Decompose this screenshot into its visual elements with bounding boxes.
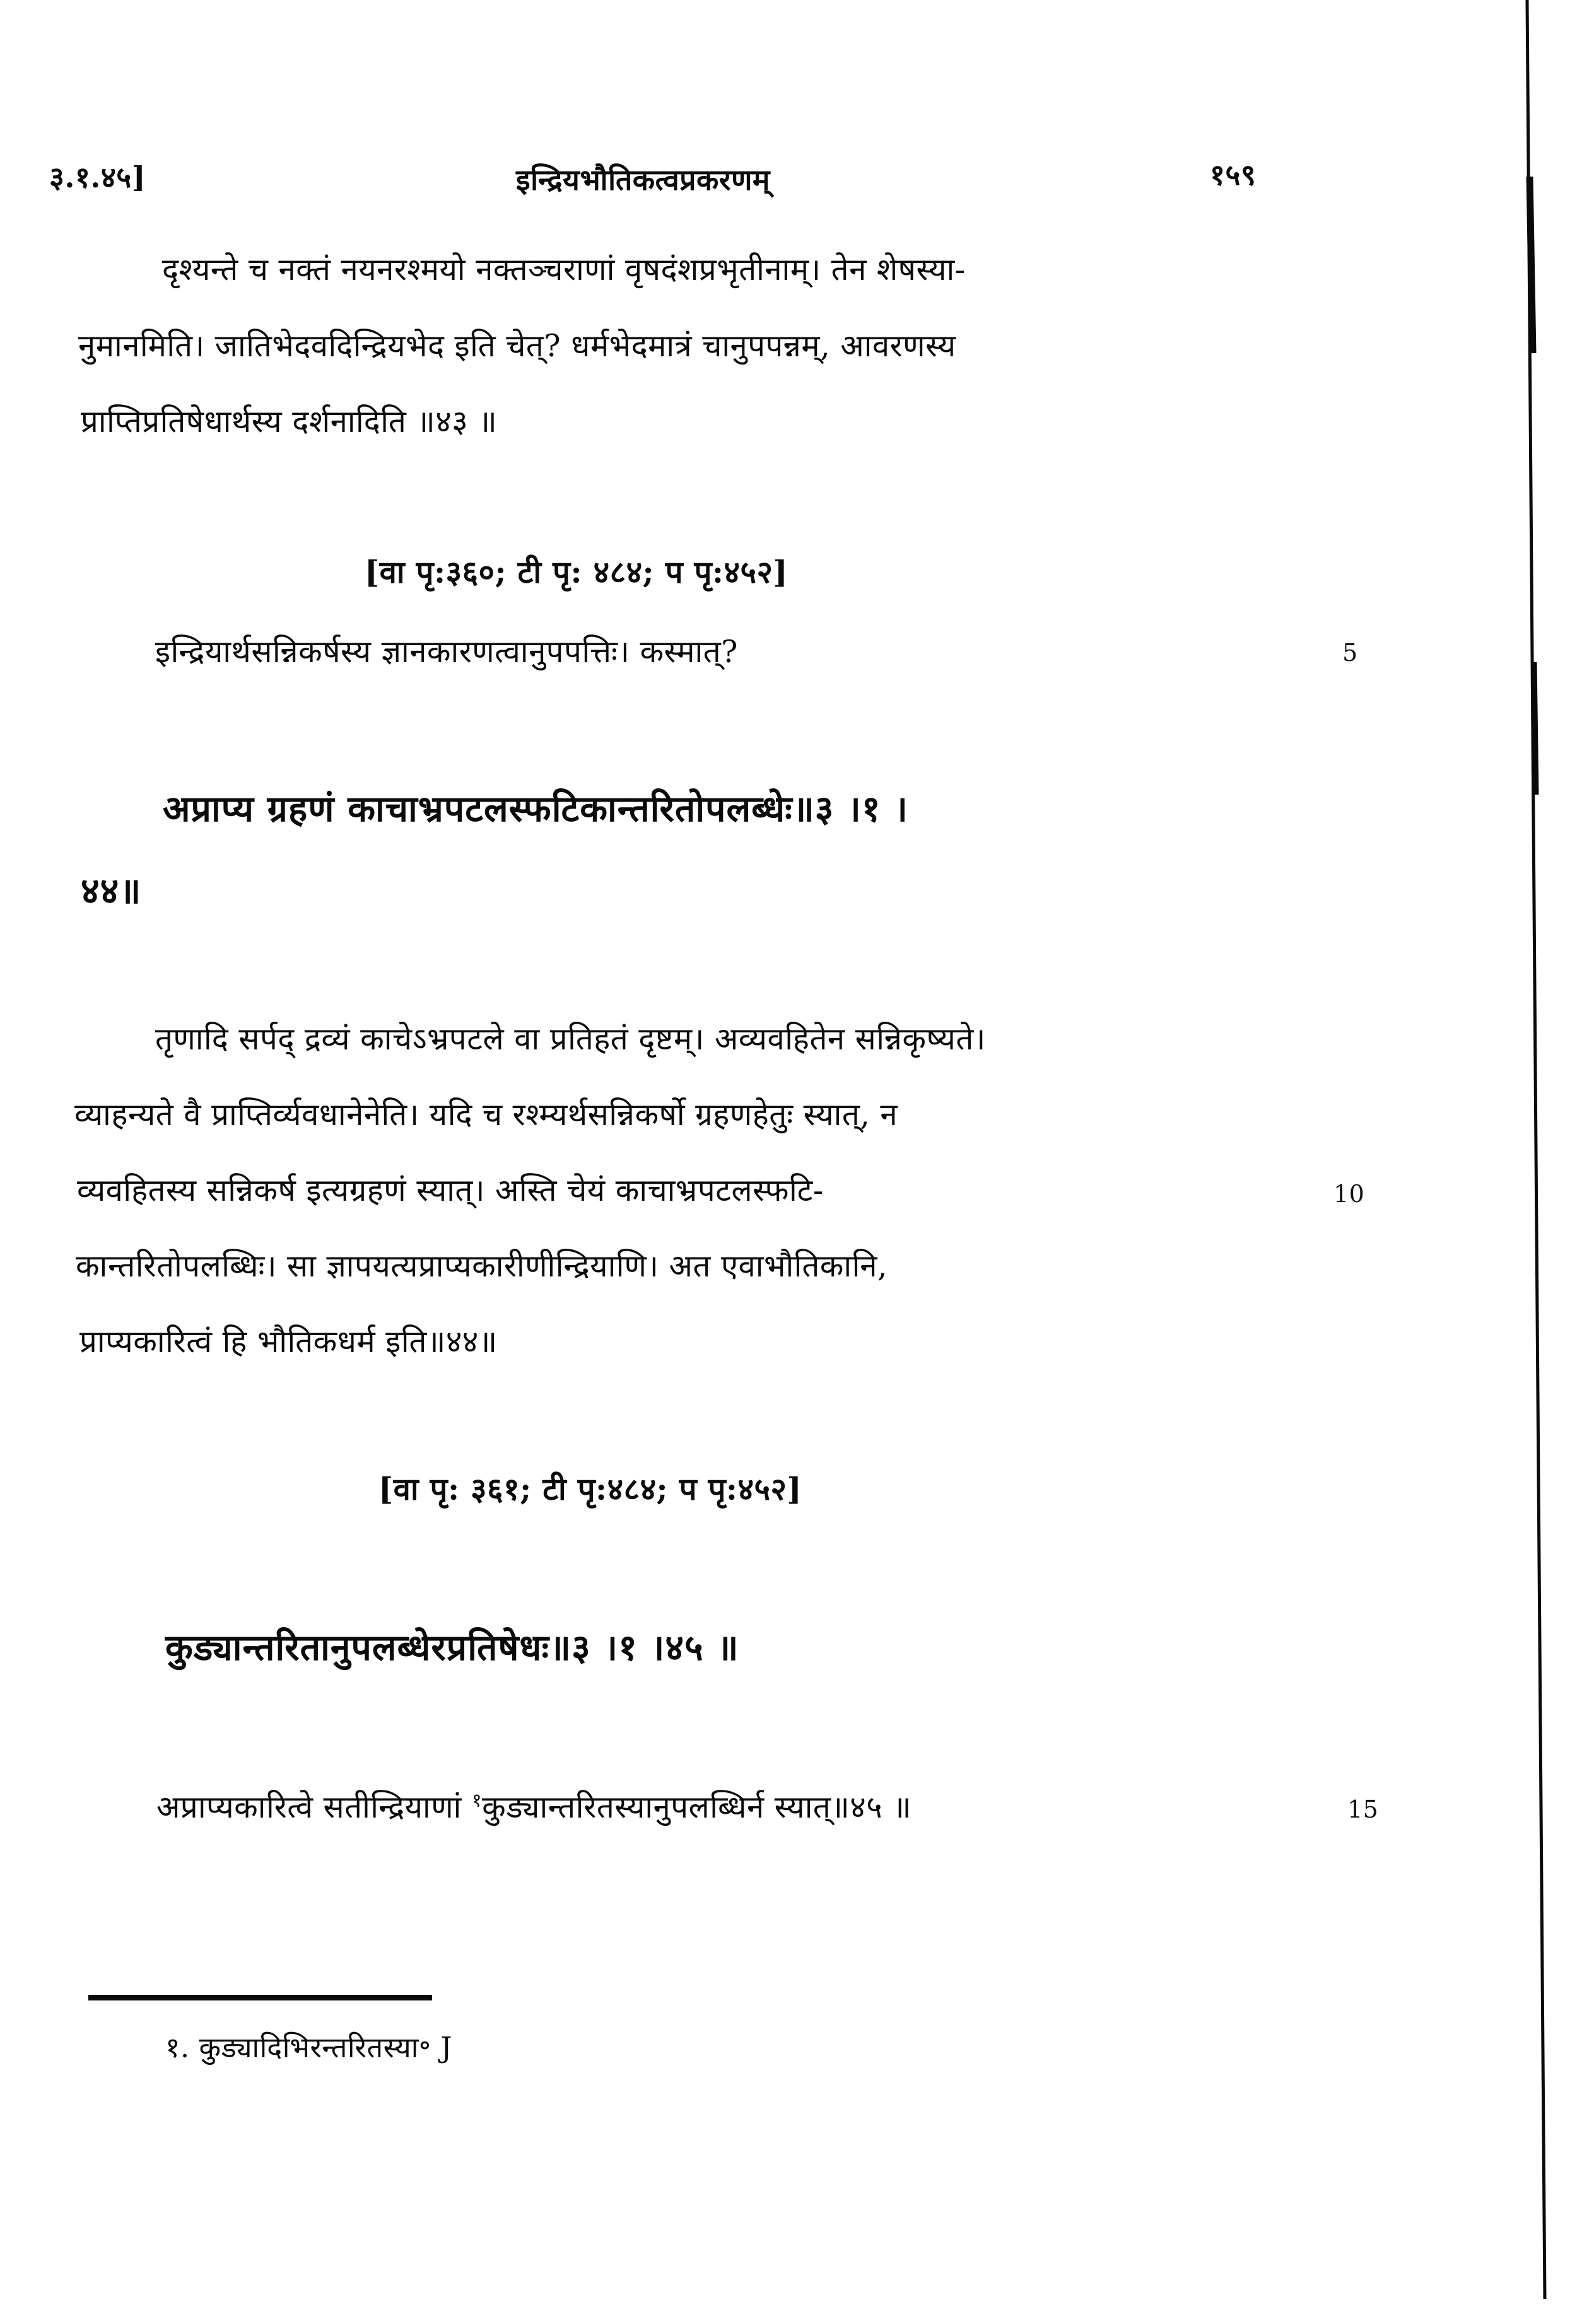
reference-line: [वा पृ: ३६१; टी पृ:४८४; प पृ:४५२] (378, 1471, 802, 1507)
footnote-text: १. कुड्यादिभिरन्तरितस्या॰ J (165, 2031, 452, 2064)
paragraph-line: तृणादि सर्पद् द्रव्यं काचेऽभ्रपटले वा प्रतिहतं दृष्टम्। अव्यवहितेन सन्निकृष्यते। (155, 1021, 986, 1057)
header-page-number: १५९ (1210, 158, 1257, 192)
bhashya-45-post: कुड्यान्तरितस्यानुपलब्धिर्न स्यात्॥४५ ॥ (482, 1789, 912, 1825)
header-title: इन्द्रियभौतिकत्वप्रकरणम् (516, 163, 770, 197)
bhashya-45-line (156, 1785, 911, 1830)
paragraph-line: व्याहन्यते वै प्राप्तिर्व्यवधानेनेति। यदि च रश्म्यर्थसन्निकर्षो ग्रहणहेतुः स्यात्, न (74, 1097, 898, 1133)
margin-line-number-10: 10 (1333, 1180, 1365, 1208)
margin-line-number-5: 5 (1342, 639, 1358, 667)
header-section-number: ३.१.४५] (49, 160, 146, 194)
margin-line-number-15: 15 (1347, 1796, 1379, 1823)
vartika-line: इन्द्रियार्थसन्निकर्षस्य ज्ञानकारणत्वानुपपत्तिः। कस्मात्? (155, 634, 738, 670)
sutra-45-line: कुड्यान्तरितानुपलब्धेरप्रतिषेधः॥३ ।१ ।४५ ॥ (165, 1626, 739, 1669)
paragraph-line: दृश्यन्ते च नक्तं नयनरश्मयो नक्तञ्चराणां वृषदंशप्रभृतीनाम्। तेन शेषस्या- (162, 252, 966, 288)
paragraph-line: व्यवहितस्य सन्निकर्ष इत्यग्रहणं स्यात्। अस्ति चेयं काचाभ्रपटलस्फटि- (77, 1172, 824, 1208)
footnote-marker: १ (471, 1789, 483, 1812)
paragraph-line: नुमानमिति। जातिभेदवदिन्द्रियभेद इति चेत्? धर्मभेदमात्रं चानुपपन्नम्, आवरणस्य (78, 328, 956, 364)
reference-line: [वा पृ:३६०; टी पृ: ४८४; प पृ:४५२] (365, 554, 788, 590)
paragraph-line: कान्तरितोपलब्धिः। सा ज्ञापयत्यप्राप्यकारीणीन्द्रियाणि। अत एवाभौतिकानि, (76, 1248, 888, 1284)
footnote-separator-rule (88, 1995, 432, 2000)
paragraph-line: प्राप्यकारित्वं हि भौतिकधर्म इति॥४४॥ (79, 1324, 498, 1360)
sutra-44-line-1: अप्राप्य ग्रहणं काचाभ्रपटलस्फटिकान्तरितोपलब्धेः॥३ ।१ । (163, 788, 908, 830)
paragraph-line: प्राप्तिप्रतिषेधार्थस्य दर्शनादिति ॥४३ ॥ (81, 404, 498, 440)
bhashya-45-pre: अप्राप्यकारित्वे सतीन्द्रियाणां (156, 1789, 472, 1825)
sutra-44-line-2: ४४॥ (81, 870, 142, 912)
